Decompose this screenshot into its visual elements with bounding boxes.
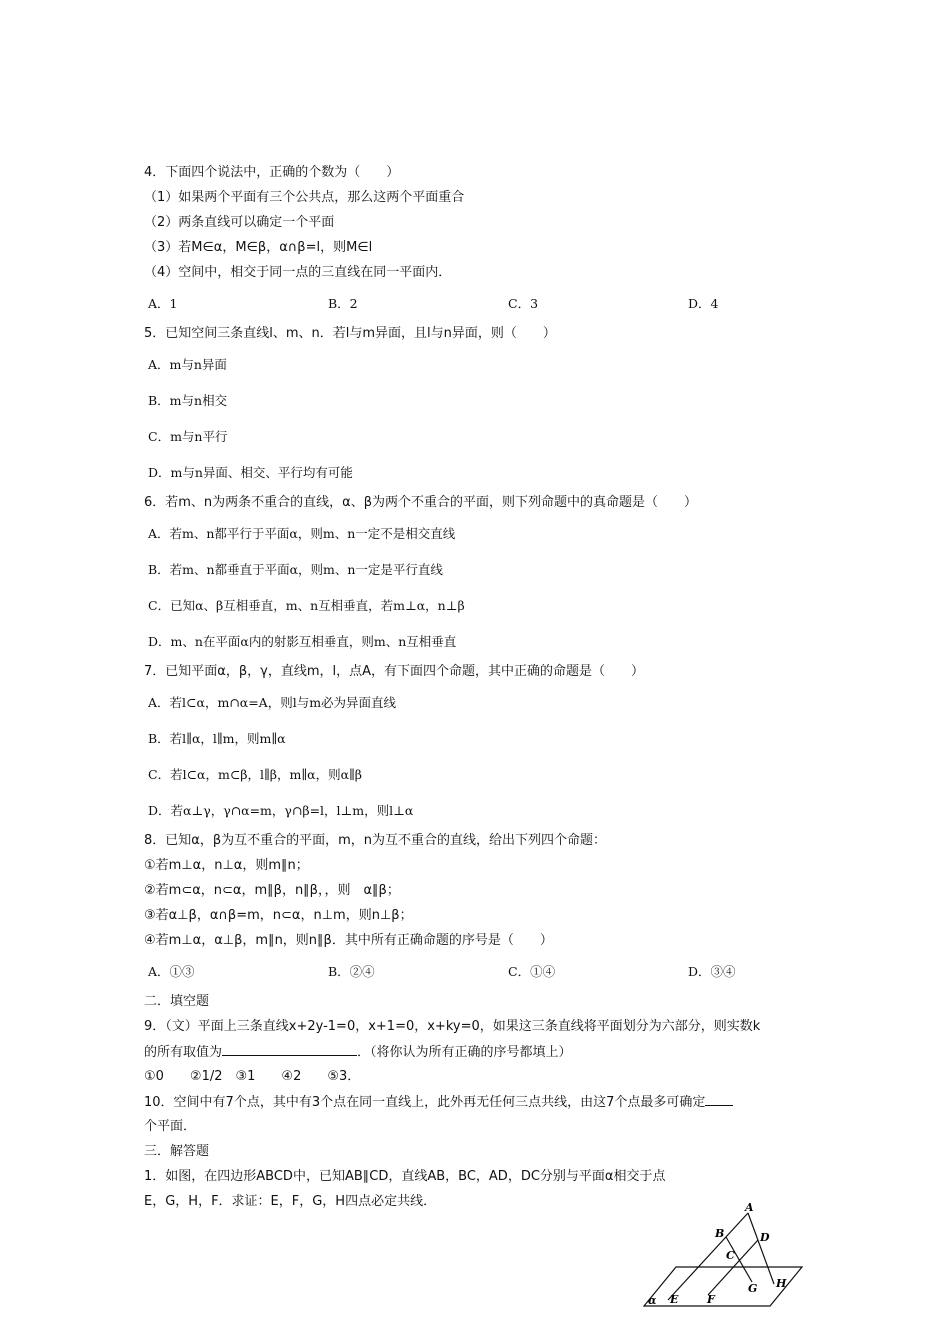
line-ab [668,1213,748,1300]
label-f: F [707,1293,715,1306]
q8-proposition-2: ②若m⊂α，n⊂α，m∥β，n∥β，，则 α∥β； [144,883,400,898]
label-d: D [760,1231,770,1244]
q5-option-b: B．m与n相交 [148,393,228,408]
label-b: B [715,1227,725,1240]
q4-statement-4: （4）空间中，相交于同一点的三直线在同一平面内． [144,265,452,280]
problem-1-line-2: E，G，H，F．求证：E，F，G，H四点必定共线． [144,1194,437,1209]
q8-option-a: A．①③ [148,964,195,979]
q7-stem: 7．已知平面α，β，γ，直线m，l，点A，有下面四个命题，其中正确的命题是（ ） [144,664,644,679]
q8-option-b: B．②④ [328,964,375,979]
q4-statement-2: （2）两条直线可以确定一个平面 [144,215,335,230]
q5-option-d: D．m与n异面、相交、平行均有可能 [148,465,353,480]
q9-line-1: 9．（文）平面上三条直线x+2y-1=0，x+1=0，x+ky=0，如果这三条直线将平面划分为六部分，则实数k [144,1019,761,1034]
section-fill-in-heading: 二．填空题 [144,994,210,1009]
problem-1-line-1: 1．如图，在四边形ABCD中，已知AB∥CD，直线AB，BC，AD，DC分别与平面α相交于点 [144,1169,666,1184]
q9-line-2-suffix: ．（将你认为所有正确的序号都填上） [357,1045,572,1060]
label-h: H [776,1277,787,1290]
q7-option-d: D．若α⊥γ，γ∩α=m，γ∩β=l，l⊥m，则l⊥α [148,803,414,818]
q6-option-b: B．若m、n都垂直于平面α，则m、n一定是平行直线 [148,562,443,577]
q8-proposition-1: ①若m⊥α，n⊥α，则m∥n； [144,858,309,873]
q10-answer-blank[interactable] [705,1093,733,1106]
section-solution-heading: 三．解答题 [144,1144,210,1159]
q6-option-c: C．已知α、β互相垂直，m、n互相垂直，若m⊥α，n⊥β [148,598,465,613]
q7-option-a: A．若l⊂α，m∩α=A，则l与m必为异面直线 [148,695,397,710]
label-c: C [726,1249,735,1262]
label-e: E [670,1293,679,1306]
q6-option-a: A．若m、n都平行于平面α，则m、n一定不是相交直线 [148,526,456,541]
q7-option-c: C．若l⊂α，m⊂β，l∥β，m∥α，则α∥β [148,767,363,782]
q10-line-1-text: 10．空间中有7个点，其中有3个点在同一直线上，此外再无任何三点共线，由这7个点最多可确定 [144,1095,706,1110]
quadrilateral-plane-figure [640,1200,810,1310]
q4-stem: 4．下面四个说法中，正确的个数为（ ） [144,165,400,180]
label-a: A [745,1201,754,1214]
q8-option-c: C．①④ [508,964,556,979]
line-ad [748,1213,774,1284]
q4-statement-3: （3）若M∈α，M∈β，α∩β=l，则M∈l [144,240,373,255]
q10-line-1 [144,1093,733,1112]
q9-line-2-prefix: 的所有取值为 [144,1045,223,1060]
q9-choices: ①0 ②1/2 ③1 ④2 ⑤3． [144,1069,361,1084]
q8-proposition-3: ③若α⊥β，α∩β=m，n⊂α，n⊥m，则n⊥β； [144,908,413,923]
q5-option-a: A．m与n异面 [148,357,227,372]
q5-option-c: C．m与n平行 [148,429,228,444]
q8-proposition-4: ④若m⊥α，α⊥β，m∥n，则n∥β．其中所有正确命题的序号是（ ） [144,933,553,948]
q9-line-2 [144,1043,572,1062]
q4-option-d: D．4 [688,296,719,311]
q9-answer-blank[interactable] [222,1043,357,1056]
q4-statement-1: （1）如果两个平面有三个公共点，那么这两个平面重合 [144,190,465,205]
q7-option-b: B．若l∥α，l∥m，则m∥α [148,731,286,746]
q4-option-c: C．3 [508,296,539,311]
q10-line-2: 个平面． [144,1119,197,1134]
q8-option-d: D．③④ [688,964,736,979]
q5-stem: 5．已知空间三条直线l、m、n．若l与m异面，且l与n异面，则（ ） [144,326,556,341]
q4-option-a: A．1 [148,296,178,311]
q4-option-b: B．2 [328,296,358,311]
label-g: G [748,1282,758,1295]
q8-stem: 8．已知α，β为互不重合的平面，m，n为互不重合的直线，给出下列四个命题： [144,833,607,848]
label-alpha: α [648,1294,657,1307]
q6-option-d: D．m、n在平面α内的射影互相垂直，则m、n互相垂直 [148,634,457,649]
q6-stem: 6．若m、n为两条不重合的直线，α、β为两个不重合的平面，则下列命题中的真命题是（ ） [144,495,698,510]
